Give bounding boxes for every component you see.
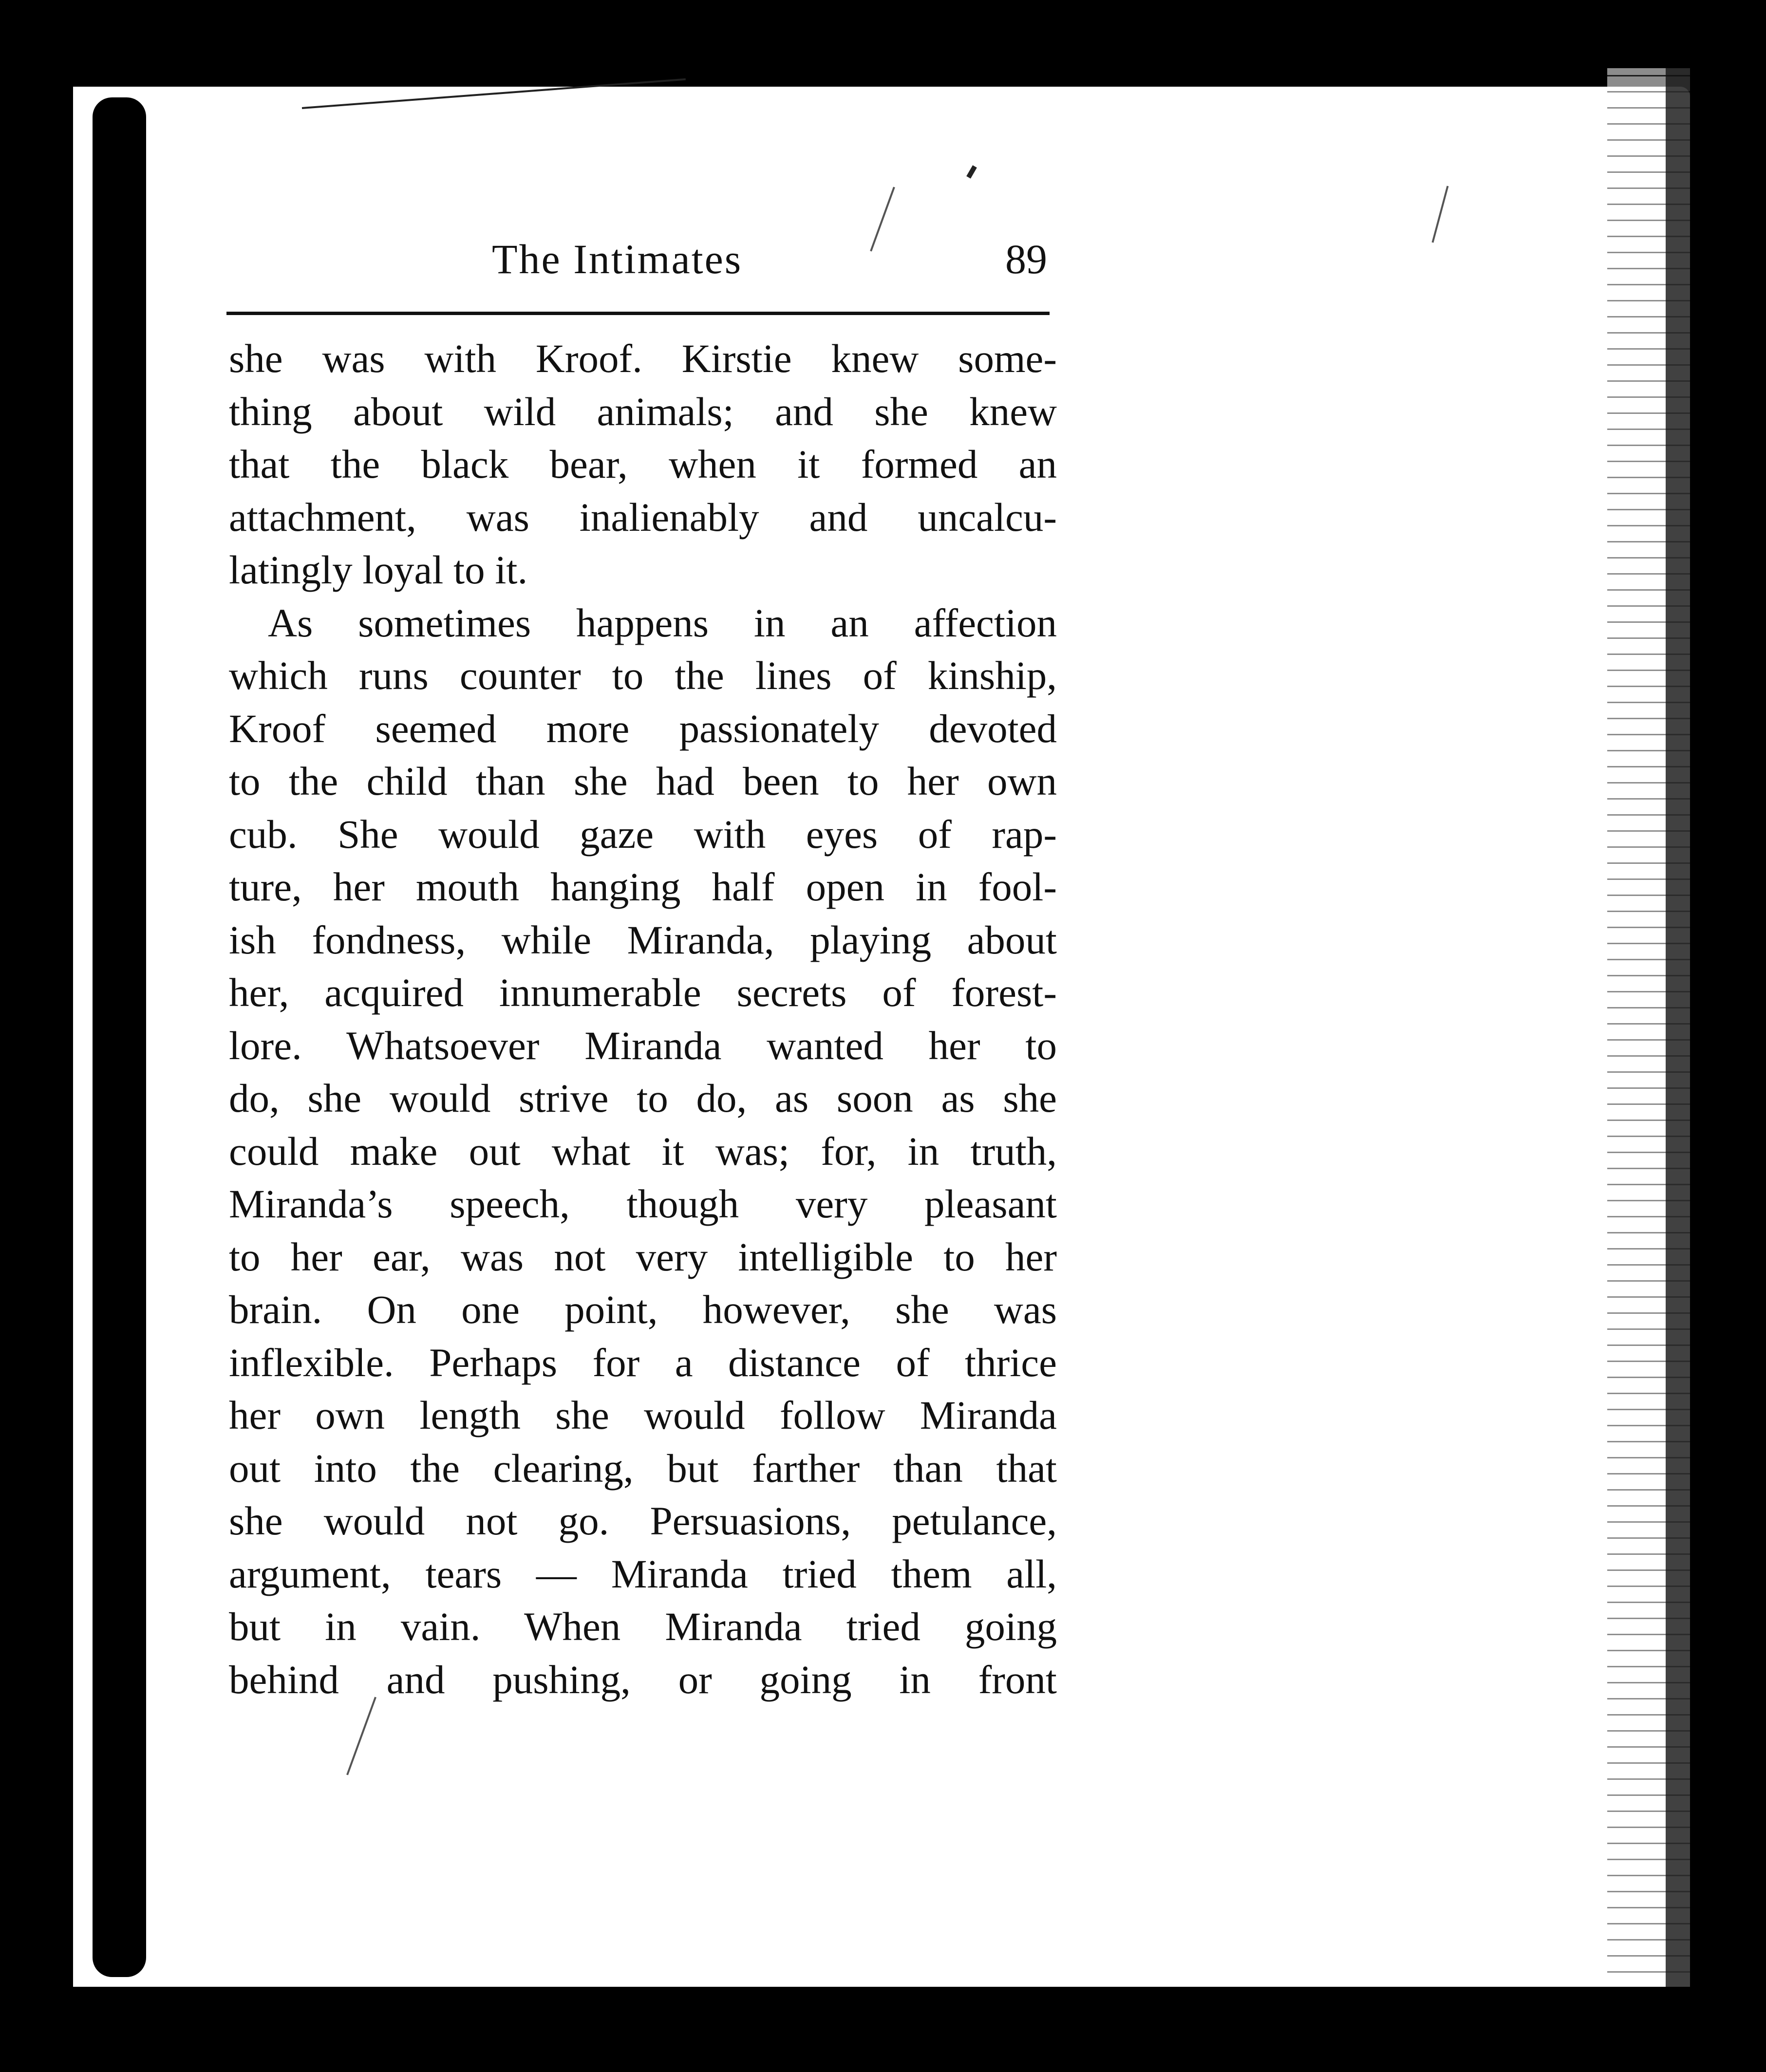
text-line: her own length she would follow Miranda (229, 1393, 1057, 1437)
scan-background-bottom (73, 1987, 1766, 2072)
text-line: she would not go. Persuasions, petulance, (229, 1498, 1057, 1543)
text-line: attachment, was inalienably and uncalcu- (229, 494, 1057, 540)
book-binding-edge (93, 97, 146, 1977)
body-text (229, 332, 1057, 1706)
text-line: As sometimes happens in an affection (268, 600, 1057, 645)
text-line: to her ear, was not very intelligible to her (229, 1234, 1057, 1279)
header-title: The Intimates (492, 236, 743, 282)
page-number: 89 (1005, 236, 1047, 282)
text-line: but in vain. When Miranda tried going (229, 1604, 1057, 1649)
text-line: she was with Kroof. Kirstie knew some- (229, 336, 1057, 381)
text-line: ture, her mouth hanging half open in fool- (229, 864, 1057, 909)
text-line: out into the clearing, but farther than that (229, 1445, 1057, 1491)
text-line: thing about wild animals; and she knew (229, 389, 1057, 434)
text-line: that the black bear, when it formed an (229, 442, 1057, 486)
text-line: Miranda’s speech, though very pleasant (229, 1181, 1057, 1226)
text-line: brain. On one point, however, she was (229, 1287, 1057, 1332)
text-line: which runs counter to the lines of kinship, (229, 653, 1057, 698)
text-line: cub. She would gaze with eyes of rap- (229, 811, 1057, 857)
running-header (229, 235, 1047, 288)
text-line: could make out what it was; for, in truth, (229, 1128, 1057, 1174)
text-line: to the child than she had been to her own (229, 759, 1057, 803)
text-line: lore. Whatsoever Miranda wanted her to (229, 1023, 1057, 1068)
text-line: her, acquired innumerable secrets of forest- (229, 970, 1057, 1015)
text-line: Kroof seemed more passionately devoted (229, 706, 1057, 751)
text-line: do, she would strive to do, as soon as she (229, 1076, 1057, 1120)
text-line: inflexible. Perhaps for a distance of thrice (229, 1340, 1057, 1385)
text-line: argument, tears — Miranda tried them all, (229, 1551, 1057, 1596)
header-rule (226, 312, 1050, 315)
text-line: behind and pushing, or going in front (229, 1657, 1057, 1702)
text-line: latingly loyal to it. (229, 547, 528, 592)
text-line: ish fondness, while Miranda, playing about (229, 917, 1057, 962)
page-edge-shadow (1666, 68, 1690, 1992)
